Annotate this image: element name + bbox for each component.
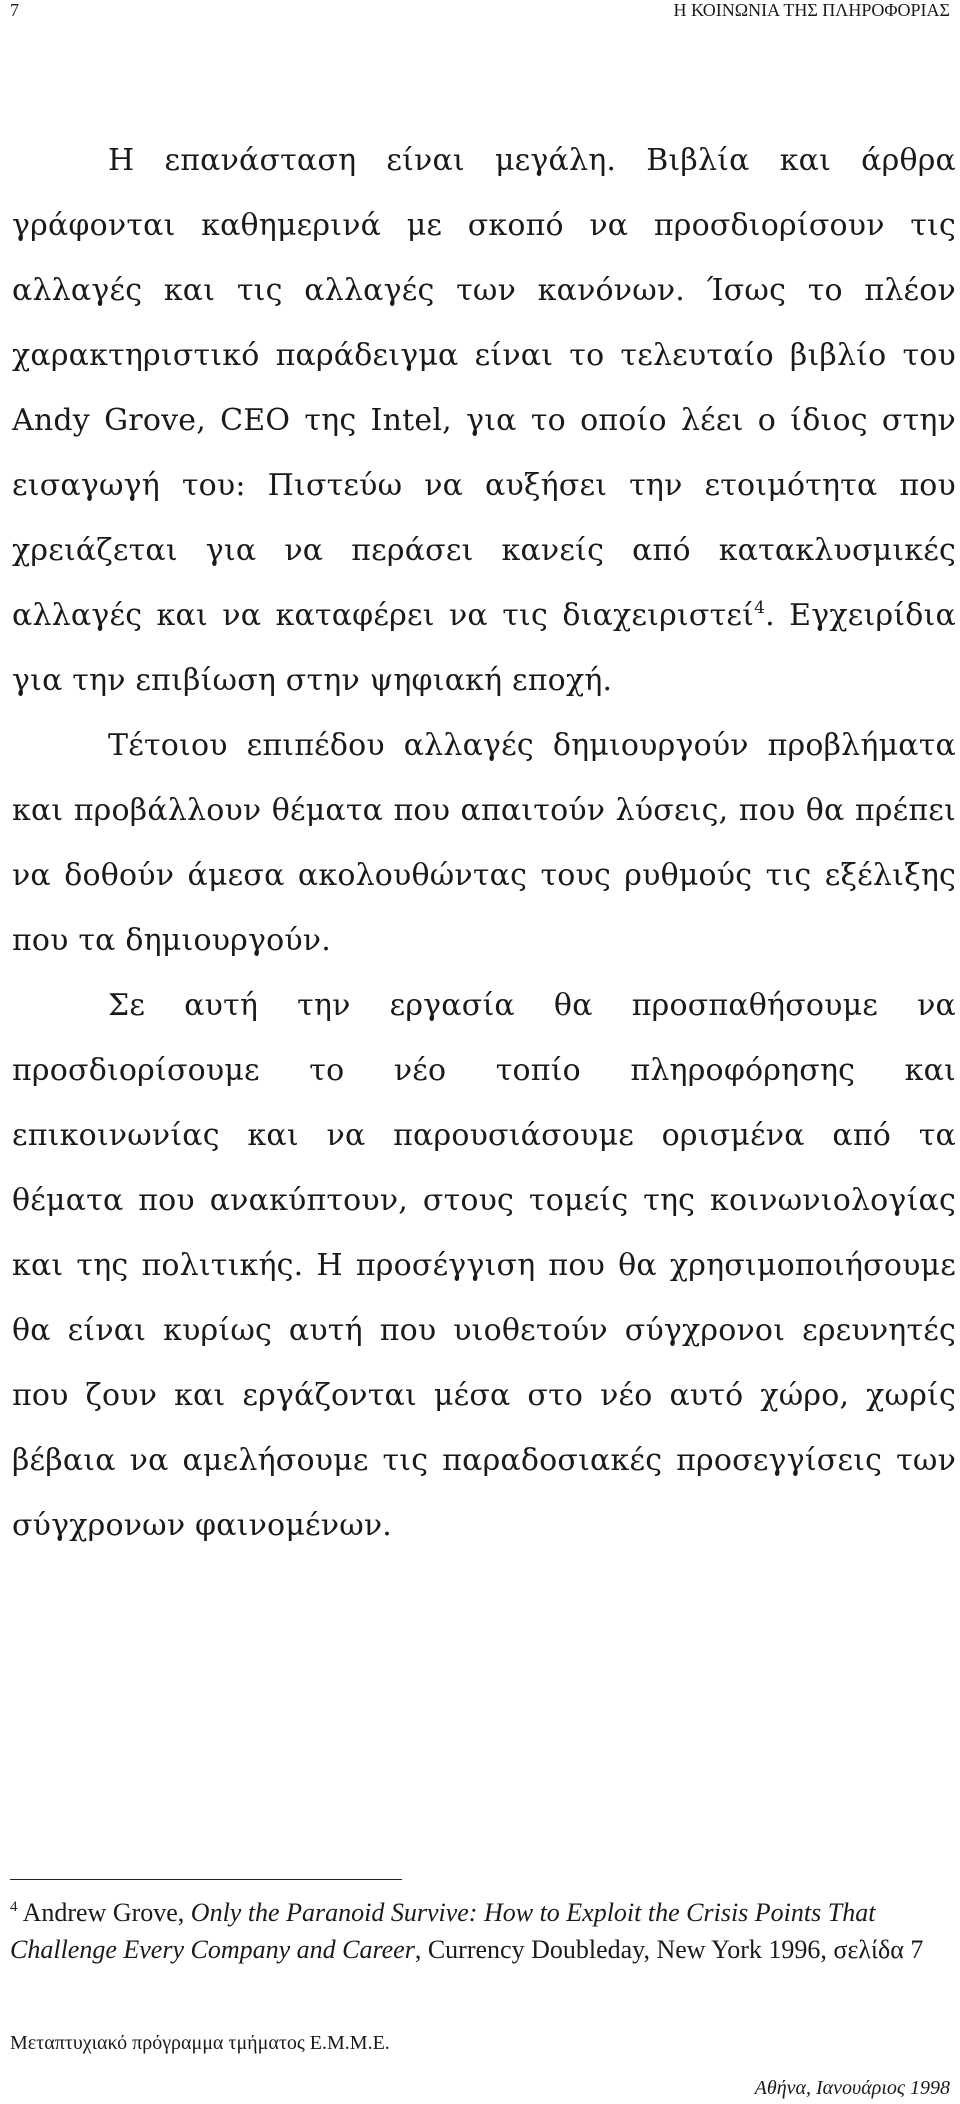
footnote-publisher: , Currency Doubleday, New York 1996, σελίδα 7 xyxy=(414,1935,924,1964)
footnote xyxy=(10,1894,950,1968)
footnote-reference[interactable]: 4 xyxy=(754,598,766,618)
paragraph-1 xyxy=(12,128,956,713)
running-header xyxy=(10,0,950,22)
running-title: Η ΚΟΙΝΩΝΙΑ ΤΗΣ ΠΛΗΡΟΦΟΡΙΑΣ xyxy=(673,0,950,20)
footnote-book-title: Only the Paranoid Survive: How to Exploit the Crisis Points That Challenge Every Company and Career xyxy=(10,1898,876,1964)
footnote-author: Andrew Grove, xyxy=(17,1898,191,1927)
footnote-number: 4 xyxy=(10,1899,18,1915)
page-number: 7 xyxy=(10,0,19,20)
footer-program: Μεταπτυχιακό πρόγραμμα τμήματος Ε.Μ.Μ.Ε. xyxy=(10,2032,390,2054)
paragraph-1-tail: . Εγχειρίδια για την επιβίωση στην ψηφιακή εποχή. xyxy=(12,598,956,698)
footnote-separator xyxy=(10,1879,402,1880)
footer-date: Αθήνα, Ιανουάριος 1998 xyxy=(754,2077,950,2099)
paragraph-2: Τέτοιου επιπέδου αλλαγές δημιουργούν προβλήματα και προβάλλουν θέματα που απαιτούν λύσεις, που θα πρέπει να δοθούν άμεσα ακολουθώντας τους ρυθμούς τις εξέλιξης που τα δημιουργούν. xyxy=(12,728,956,958)
paragraph-1-text: Η επανάσταση είναι μεγάλη. Βιβλία και άρθρα γράφονται καθημερινά με σκοπό να προσδιορίσουν τις αλλαγές και τις αλλαγές των κανόνων. Ίσως το πλέον χαρακτηριστικό παράδειγμα είναι το τελευταίο βιβλίο του Andy Grove, CEO της Intel, για το οποίο λέει ο ίδιος στην εισαγωγή του: Πιστεύω να αυξήσει την ετοιμότητα που χρειάζεται για να περάσει κανείς από κατακλυσμικές αλλαγές και να καταφέρει να τις διαχειριστεί xyxy=(12,143,956,633)
paragraph-3: Σε αυτή την εργασία θα προσπαθήσουμε να προσδιορίσουμε το νέο τοπίο πληροφόρησης και επικοινωνίας και να παρουσιάσουμε ορισμένα από τα θέματα που ανακύπτουν, στους τομείς της κοινωνιολογίας και της πολιτικής. Η προσέγγιση που θα χρησιμοποιήσουμε θα είναι κυρίως αυτή που υιοθετούν σύγχρονοι ερευνητές που ζουν και εργάζονται μέσα στο νέο αυτό χώρο, χωρίς βέβαια να αμελήσουμε τις παραδοσιακές προσεγγίσεις των σύγχρονων φαινομένων. xyxy=(12,988,956,1543)
main-text xyxy=(12,128,956,1558)
